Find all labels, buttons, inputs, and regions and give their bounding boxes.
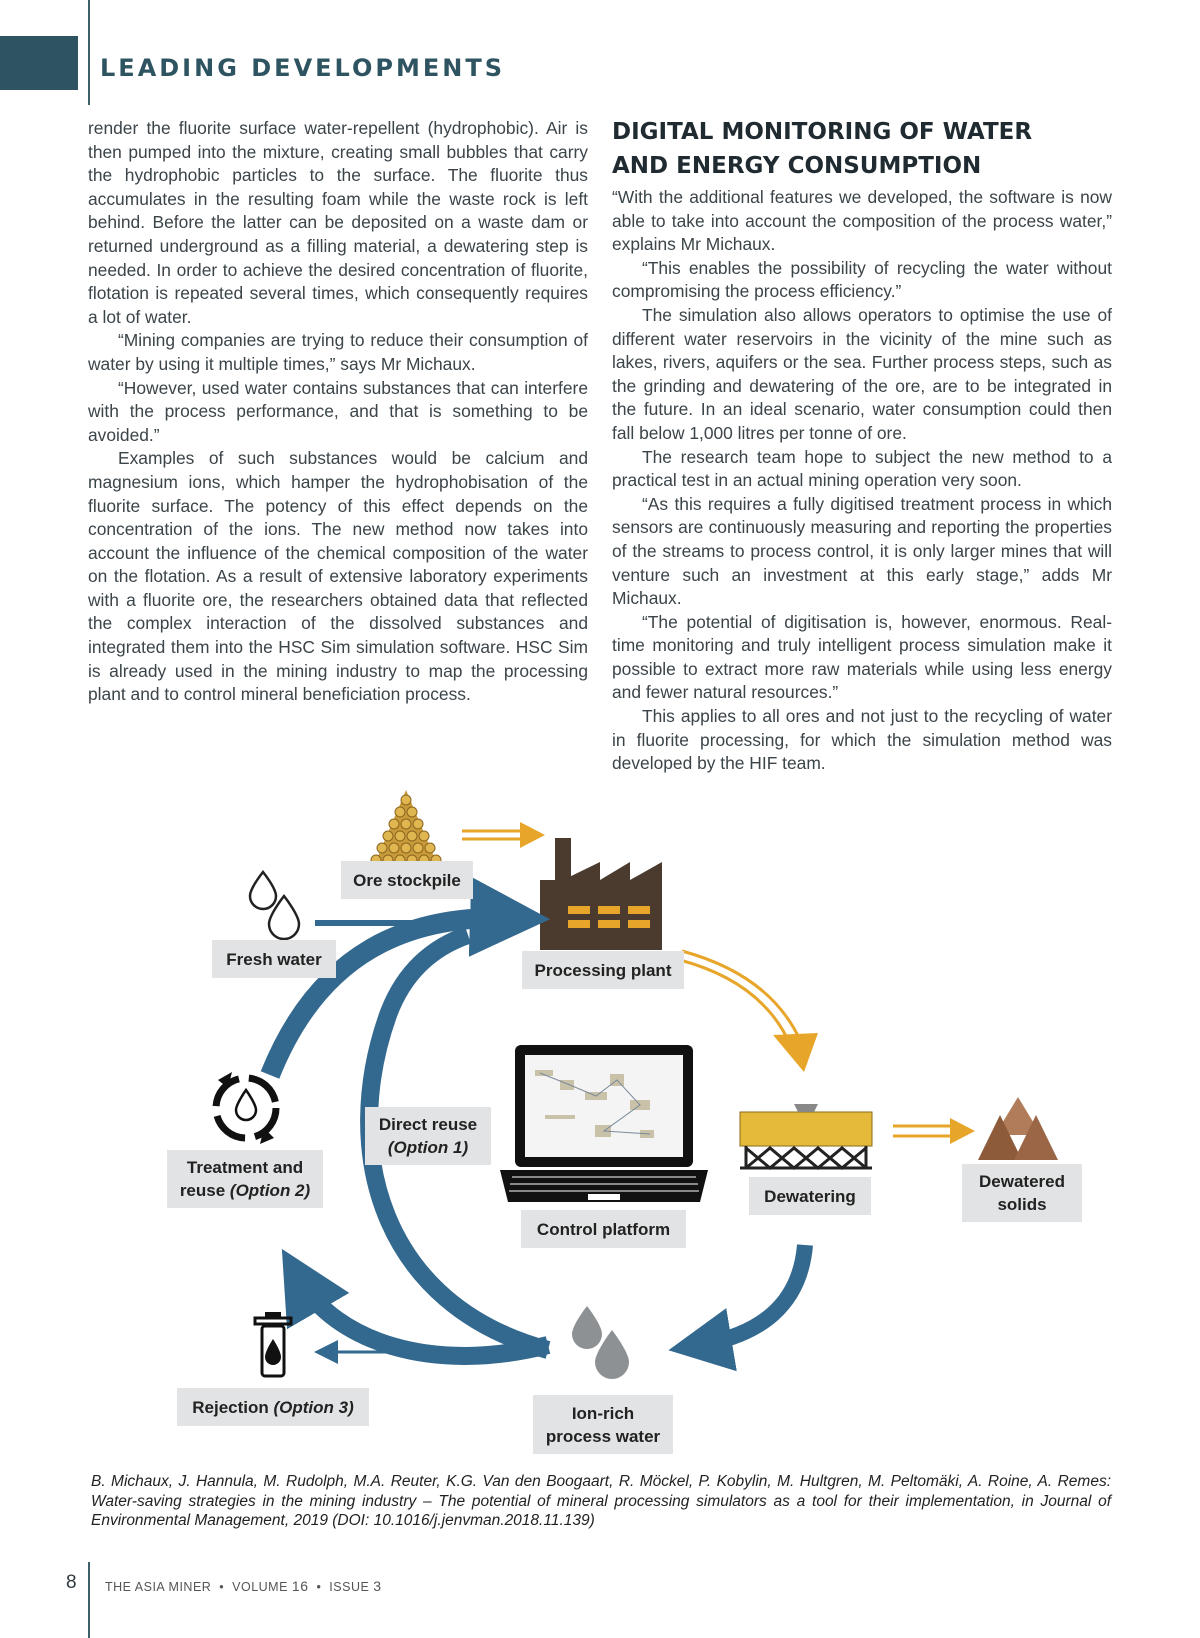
left-paragraph-2: “Mining companies are trying to reduce their consumption of water by using it multiple times,” says Mr Michaux. [88,330,588,374]
dewatering-label: Dewatering [749,1177,871,1215]
rejection-text: Rejection [192,1397,274,1417]
right-paragraph-1: “With the additional features we developed, the software is now able to take into account the composition of the process water,” explains Mr Michaux. [612,187,1112,255]
rejection-option: (Option 3) [273,1397,354,1417]
issue-number: 3 [373,1578,382,1594]
fresh-water-label: Fresh water [212,940,336,978]
section-title: LEADING DEVELOPMENTS [100,54,505,82]
footer-publication-info [105,1578,382,1594]
volume-number: 16 [291,1578,309,1594]
ion-rich-to-treatment-flow [300,1280,548,1356]
recycle-cycle-icon [216,1072,276,1144]
direct-reuse-line-1: Direct reuse [378,1115,478,1134]
ion-rich-water-label [533,1395,673,1454]
direct-reuse-label [365,1107,491,1165]
treatment-option: (Option 2) [229,1181,311,1200]
dewatering-to-solids-arrow [893,1118,975,1144]
plant-to-dewatering-arrow [680,951,818,1072]
treatment-line-1: Treatment and [186,1158,304,1177]
factory-icon [540,838,662,950]
ore-to-plant-arrow [462,822,545,848]
right-paragraph-7: This applies to all ores and not just to the recycling of water in fluorite processing, for which the simulation method was developed by the HIF team. [612,706,1112,774]
left-paragraph-1: render the fluorite surface water-repellent (hydrophobic). Air is then pumped into the mixture, creating small bubbles that carry the hydrophobic particles to the surface. The fluorite thus accumulates in the resulting foam while the waste rock is left behind. Before the latter can be deposited on a waste dam or returned underground as a filling material, a dewatering step is needed. In order to achieve the desired concentration of fluorite, flotation is repeated several times, which consequently requires a lot of water. [88,118,588,327]
right-paragraph-5: “As this requires a fully digitised treatment process in which sensors are continuously measuring and reporting the properties of the streams to process control, it is only larger mines that will venture such an investment at this early stage,” adds Mr Michaux. [612,493,1112,609]
figure-citation: B. Michaux, J. Hannula, M. Rudolph, M.A. Reuter, K.G. Van den Boogaart, R. Möckel, P. Kobylin, M. Hultgren, M. Peltomäki, A. Roine, A. Remes: Water-saving strategies in the mining industry – The potential of mineral processing simulators as a tool for their implementation, in Journal of Environmental Management, 2019 (DOI: 10.1016/j.jenvman.2018.11.139) [91,1473,1111,1529]
issue-label: ISSUE [329,1580,370,1594]
right-paragraph-4: The research team hope to subject the new method to a practical test in an actual mining operation very soon. [612,446,1112,491]
laptop-icon [500,1045,708,1202]
thickener-icon [740,1104,872,1168]
ion-rich-drops-icon [572,1306,629,1379]
waste-bin-icon [255,1312,291,1376]
ion-rich-line-1: Ion-rich [571,1403,635,1423]
footer-rule [88,1562,90,1638]
dewatering-to-ion-rich-flow [700,1245,805,1345]
publication-name: THE ASIA MINER [105,1580,212,1594]
solids-pile-icon [978,1097,1058,1160]
dewatered-solids-label [962,1164,1082,1222]
footer-bullet-2: • [316,1580,322,1594]
dewatered-line-1: Dewatered [979,1172,1065,1191]
heading-line-1: DIGITAL MONITORING OF WATER [612,119,1033,145]
left-paragraph-3: “However, used water contains substances that can interfere with the process performance, and that is something to be avoided.” [88,377,588,445]
right-paragraph-3: The simulation also allows operators to optimise the use of different water reservoirs in the vicinity of the mine such as lakes, rivers, aquifers or the sea. Further process steps, such as the grinding and dewatering of the ore, are to be integrated in the future. In an ideal scenario, water consumption could then fall below 1,000 litres per tonne of ore. [612,304,1112,443]
right-paragraph-6: “The potential of digitisation is, however, enormous. Real-time monitoring and truly intelligent process simulation make it possible to extract more raw materials while using less energy and fewer natural resources.” [612,611,1112,703]
left-paragraph-4: Examples of such substances would be calcium and magnesium ions, which hamper the hydrophobisation of the fluorite surface. The potency of this effect depends on the concentration of the ions. The new method now takes into account the influence of the chemical composition of the water on the flotation. As a result of extensive laboratory experiments with a fluorite ore, the researchers obtained data that reflected the complex interaction of the dissolved substances and integrated them into the HSC Sim simulation software. HSC Sim is already used in the mining industry to map the processing plant and to control mineral beneficiation process. [88,448,588,705]
right-paragraph-2: “This enables the possibility of recycling the water without compromising the process efficiency.” [612,257,1112,302]
treatment-text: reuse [179,1181,230,1200]
dewatered-line-2: solids [997,1195,1047,1214]
ion-rich-line-2: process water [545,1426,661,1446]
heading-line-2: AND ENERGY CONSUMPTION [612,153,982,179]
fresh-water-drops-icon [250,872,299,939]
treatment-reuse-label [167,1150,323,1208]
control-platform-label: Control platform [521,1210,686,1248]
volume-label: VOLUME [232,1580,288,1594]
direct-reuse-line-2: (Option 1) [387,1138,469,1157]
ore-stockpile-label: Ore stockpile [341,861,473,899]
page-number: 8 [66,1572,77,1593]
rejection-label [177,1388,369,1426]
footer-bullet-1: • [219,1580,225,1594]
treatment-line-2 [180,1179,310,1202]
processing-plant-label: Processing plant [522,951,684,989]
